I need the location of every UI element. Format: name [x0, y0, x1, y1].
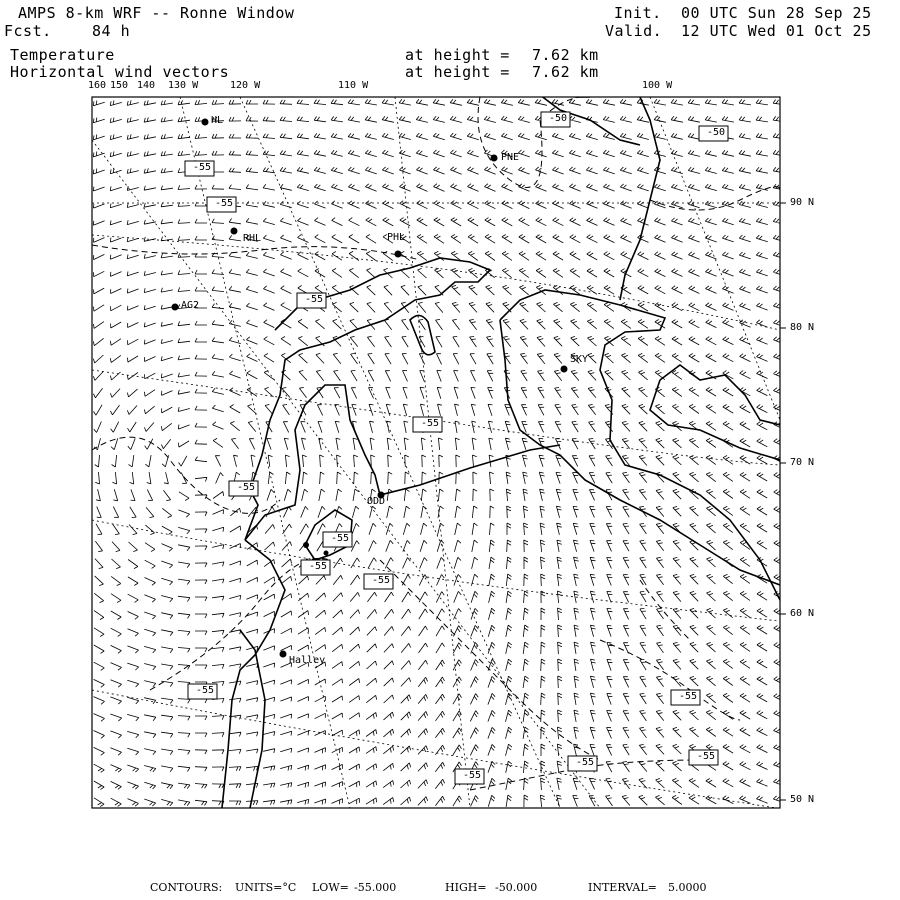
latitude-label: 70 N	[790, 457, 815, 468]
station-label-ag2: AG2	[181, 300, 200, 311]
longitude-label: 110 W	[338, 80, 369, 91]
contours-interval-value: 5.0000	[668, 881, 707, 894]
forecast-hours: 84 h	[92, 22, 131, 40]
longitude-label: 100 W	[642, 80, 673, 91]
station-label-rhl: RHL	[243, 233, 262, 244]
station-label-hl: HL	[211, 115, 224, 126]
map-title: AMPS 8-km WRF -- Ronne Window	[18, 4, 295, 22]
contours-high-value: -50.000	[495, 881, 538, 894]
contours-low-value: -55.000	[354, 881, 397, 894]
latitude-label: 80 N	[790, 322, 815, 333]
field-wind-vectors: Horizontal wind vectors	[10, 63, 230, 81]
station-label-odd: ODD	[367, 496, 386, 507]
contours-high-label: HIGH=	[445, 881, 487, 894]
contour-label: -55	[196, 685, 215, 696]
contour-label: -55	[305, 294, 324, 305]
contour-label: -55	[421, 418, 440, 429]
station-label-halley: Halley	[289, 655, 326, 666]
latitude-label: 90 N	[790, 197, 815, 208]
latitude-ticks	[780, 203, 786, 800]
height-label-2: at height =	[405, 63, 510, 81]
latitude-label: 60 N	[790, 608, 815, 619]
contour-label: -55	[463, 770, 482, 781]
contours-low-label: LOW=	[312, 881, 349, 894]
latitude-label: 50 N	[790, 794, 815, 805]
contour-label: -55	[193, 162, 212, 173]
longitude-label: 140	[137, 80, 156, 91]
height-value-1: 7.62 km	[532, 46, 599, 64]
contour-label: -55	[576, 757, 595, 768]
longitude-label: 150	[110, 80, 129, 91]
init-time: 00 UTC Sun 28 Sep 25	[681, 4, 872, 22]
contour-label: -55	[372, 575, 391, 586]
contour-label: -55	[215, 198, 234, 209]
contour-label: -55	[679, 691, 698, 702]
station-label-phl: PHL	[387, 232, 406, 243]
contour-label: -55	[697, 751, 716, 762]
contour-label: -55	[309, 561, 328, 572]
contour-label: -55	[331, 533, 350, 544]
valid-label: Valid.	[605, 22, 663, 40]
contours-interval-label: INTERVAL=	[588, 881, 657, 894]
contour-label: -55	[237, 482, 256, 493]
init-label: Init.	[614, 4, 662, 22]
longitude-label: 160	[88, 80, 107, 91]
contours-units: UNITS=°C	[235, 881, 297, 894]
height-value-2: 7.62 km	[532, 63, 599, 81]
longitude-label: 130 W	[168, 80, 199, 91]
longitude-label: 120 W	[230, 80, 261, 91]
contour-label: -50	[549, 113, 568, 124]
field-temperature: Temperature	[10, 46, 115, 64]
height-label-1: at height =	[405, 46, 510, 64]
valid-time: 12 UTC Wed 01 Oct 25	[681, 22, 872, 40]
station-label-sky: SKY	[570, 354, 589, 365]
contours-label: CONTOURS:	[150, 881, 223, 894]
station-label-pne: PNE	[501, 152, 520, 163]
forecast-label: Fcst.	[4, 22, 52, 40]
contour-label: -50	[707, 127, 726, 138]
